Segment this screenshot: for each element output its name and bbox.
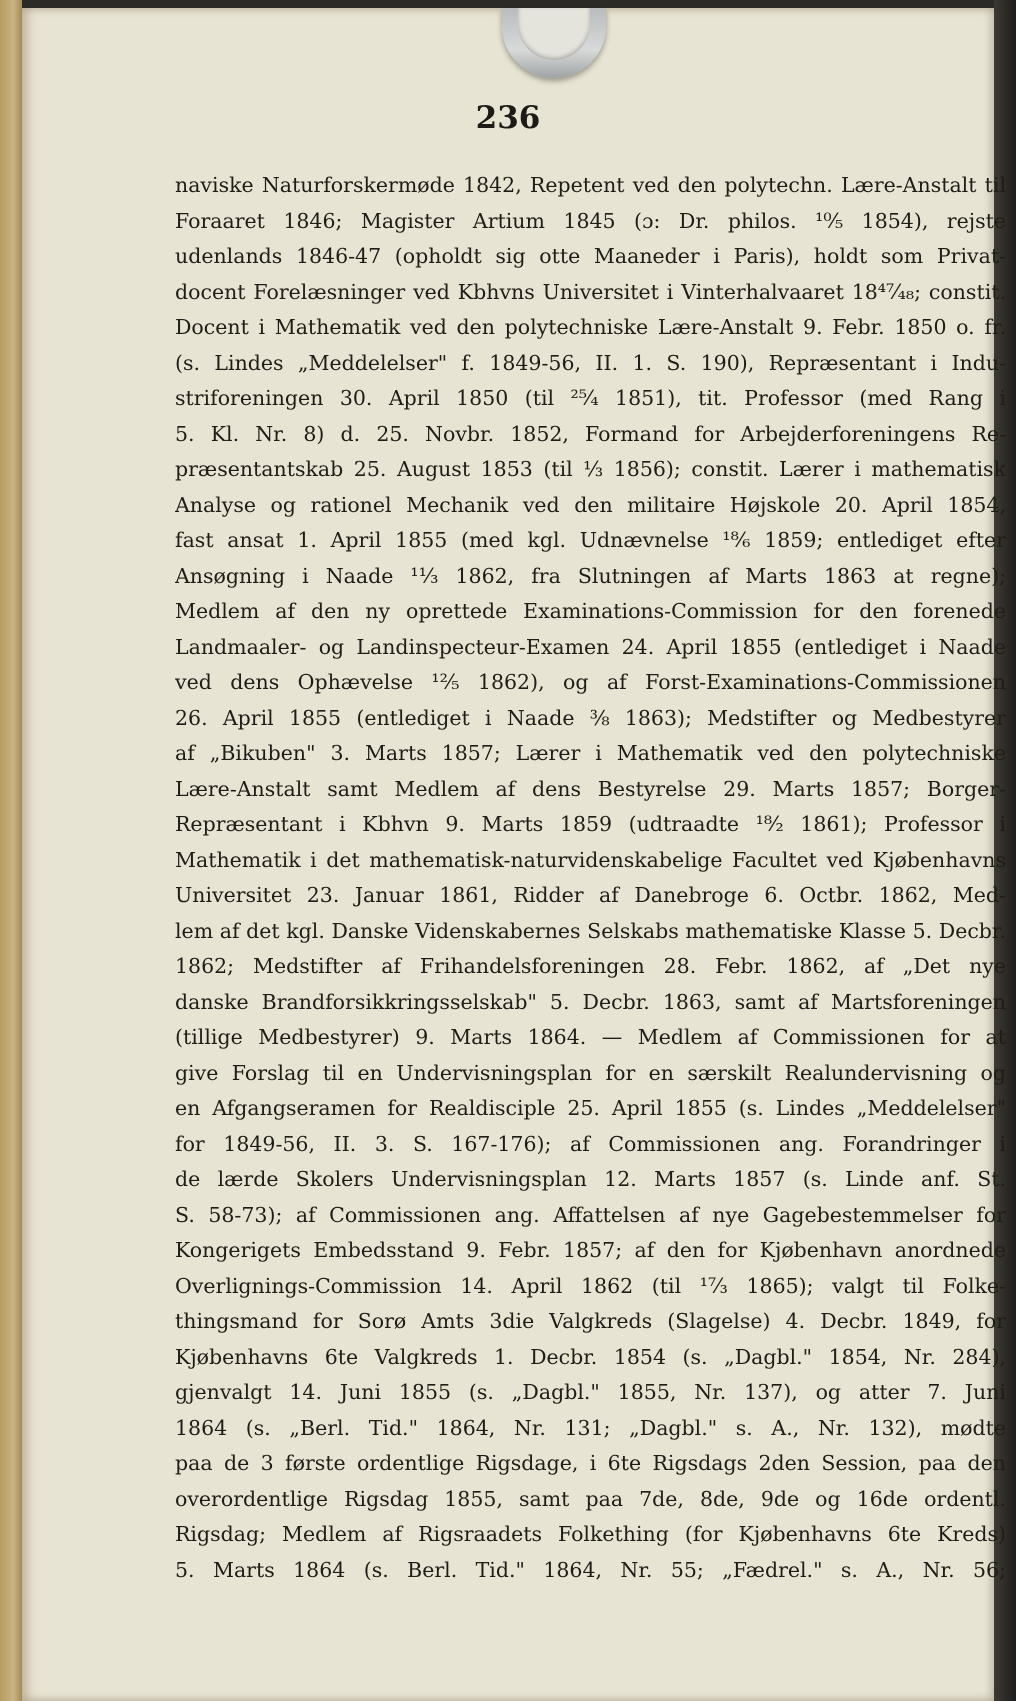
text-line: 1862; Medstifter af Frihandelsforeningen 28. Febr. 1862, af „Det nye — [175, 954, 1006, 978]
text-line: Docent i Mathematik ved den polytechniske Lære-Anstalt 9. Febr. 1850 o. fr. — [175, 315, 1006, 339]
text-line: Foraaret 1846; Magister Artium 1845 (ɔ: Dr. philos. ¹⁰⁄₅ 1854), rejste — [175, 208, 1006, 233]
text-line: Lære-Anstalt samt Medlem af dens Bestyrelse 29. Marts 1857; Borger- — [175, 776, 1006, 801]
text-line: S. 58-73); af Commissionen ang. Affattelsen af nye Gagebestemmelser for — [175, 1202, 1006, 1227]
text-line: 26. April 1855 (entlediget i Naade ⅜ 1863); Medstifter og Medbestyrer — [175, 705, 1006, 730]
text-line: Mathematik i det mathematisk-naturvidenskabelige Facultet ved Kjøbenhavns — [175, 847, 1006, 872]
text-line: af „Bikuben" 3. Marts 1857; Lærer i Mathematik ved den polytechniske — [175, 741, 1006, 765]
text-line: udenlands 1846-47 (opholdt sig otte Maaneder i Paris), holdt som Privat- — [175, 244, 1006, 268]
text-line: give Forslag til en Undervisningsplan for en særskilt Realundervisning og — [175, 1060, 1006, 1085]
text-line: thingsmand for Sorø Amts 3die Valgkreds (Slagelse) 4. Decbr. 1849, for — [175, 1309, 1006, 1333]
text-line: naviske Naturforskermøde 1842, Repetent ved den polytechn. Lære-Anstalt til — [175, 173, 1006, 197]
text-line: for 1849-56, II. 3. S. 167-176); af Commissionen ang. Forandringer i — [175, 1131, 1006, 1156]
text-line: 1864 (s. „Berl. Tid." 1864, Nr. 131; „Dagbl." s. A., Nr. 132), mødte — [175, 1415, 1006, 1440]
book-page — [22, 8, 1006, 1701]
text-line: paa de 3 første ordentlige Rigsdage, i 6te Rigsdags 2den Session, paa den — [175, 1451, 1006, 1475]
text-line: (tillige Medbestyrer) 9. Marts 1864. — Medlem af Commissionen for at — [175, 1025, 1006, 1049]
text-line: Rigsdag; Medlem af Rigsraadets Folkething (for Kjøbenhavns 6te Kreds) — [175, 1522, 1006, 1546]
text-line: 5. Kl. Nr. 8) d. 25. Novbr. 1852, Formand for Arbejderforeningens Re- — [175, 421, 1006, 446]
text-line: præsentantskab 25. August 1853 (til ⅓ 1856); constit. Lærer i mathematisk — [175, 457, 1006, 481]
text-line: de lærde Skolers Undervisningsplan 12. Marts 1857 (s. Linde anf. St. — [175, 1167, 1006, 1191]
text-line: gjenvalgt 14. Juni 1855 (s. „Dagbl." 1855, Nr. 137), og atter 7. Juni — [175, 1380, 1006, 1404]
text-line: en Afgangseramen for Realdisciple 25. April 1855 (s. Lindes „Meddelelser" — [175, 1096, 1006, 1120]
text-line: striforeningen 30. April 1850 (til ²⁵⁄₄ 1851), tit. Professor (med Rang i — [175, 386, 1006, 410]
page-clip — [502, 8, 606, 78]
text-line: Ansøgning i Naade ¹¹⁄₃ 1862, fra Slutningen af Marts 1863 at regne); — [175, 563, 1006, 588]
text-line: lem af det kgl. Danske Videnskabernes Selskabs mathematiske Klasse 5. Decbr. — [175, 918, 1006, 943]
text-line: Repræsentant i Kbhvn 9. Marts 1859 (udtraadte ¹⁸⁄₂ 1861); Professor i — [175, 812, 1006, 836]
text-line: 5. Marts 1864 (s. Berl. Tid." 1864, Nr. 55; „Fædrel." s. A., Nr. 56; — [175, 1557, 1006, 1582]
text-line: docent Forelæsninger ved Kbhvns Universitet i Vinterhalvaaret 18⁴⁷⁄₄₈; constit. — [175, 279, 1006, 304]
text-line: Medlem af den ny oprettede Examinations-Commission for den forenede — [175, 599, 1006, 623]
page-number: 236 — [475, 100, 541, 136]
left-page-edge — [0, 0, 22, 1701]
text-line: Overlignings-Commission 14. April 1862 (til ¹⁷⁄₃ 1865); valgt til Folke- — [175, 1273, 1006, 1298]
body-text — [175, 168, 1006, 1588]
text-line: ved dens Ophævelse ¹²⁄₅ 1862), og af Forst-Examinations-Commissionen — [175, 670, 1006, 694]
text-line: fast ansat 1. April 1855 (med kgl. Udnævnelse ¹⁸⁄₆ 1859; entlediget efter — [175, 528, 1006, 552]
text-line: overordentlige Rigsdag 1855, samt paa 7de, 8de, 9de og 16de ordentl. — [175, 1486, 1006, 1511]
text-line: (s. Lindes „Meddelelser" f. 1849-56, II. 1. S. 190), Repræsentant i Indu- — [175, 350, 1006, 375]
text-line: Analyse og rationel Mechanik ved den militaire Højskole 20. April 1854, — [175, 492, 1006, 517]
text-line: Landmaaler- og Landinspecteur-Examen 24. April 1855 (entlediget i Naade — [175, 634, 1006, 659]
text-line: Universitet 23. Januar 1861, Ridder af Danebroge 6. Octbr. 1862, Med- — [175, 883, 1006, 907]
text-line: Kongerigets Embedsstand 9. Febr. 1857; af den for Kjøbenhavn anordnede — [175, 1238, 1006, 1262]
text-line: Kjøbenhavns 6te Valgkreds 1. Decbr. 1854 (s. „Dagbl." 1854, Nr. 284), — [175, 1344, 1006, 1369]
text-line: danske Brandforsikkringsselskab" 5. Decbr. 1863, samt af Martsforeningen — [175, 989, 1006, 1014]
